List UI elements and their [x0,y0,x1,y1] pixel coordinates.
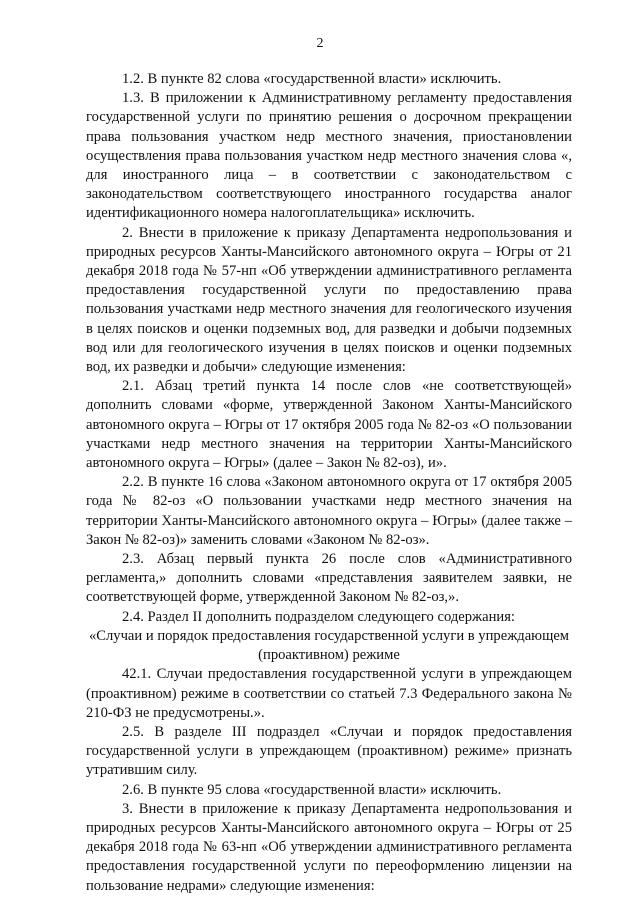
subsection-heading: «Случаи и порядок предоставления государственной услуги в упреждающем (проактивном) режиме [88,627,570,664]
paragraph-1-3: 1.3. В приложении к Административному регламенту предоставления государственной услуги по принятию решения о досрочном прекращении права пользования участком недр местного значения, приостановлении осуществления права пользования участком недр местного значения слова «, для иностранного лица – в соответствии с законодательством с законодательством соответствующего иностранного государства аналог идентификационного номера налогоплательщика» исключить. [86,90,572,222]
paragraph-2: 2. Внести в приложение к приказу Департамента недропользования и природных ресурсов Ханты-Мансийского автономного округа – Югры от 21 декабря 2018 года № 57-нп «Об утверждении административного регламента предоставления государственной услуги по предоставлению права пользования участками недр местного значения для геологического изучения в целях поисков и оценки подземных вод, для разведки и добычи подземных вод или для геологического изучения в целях поисков и оценки подземных вод, их разведки и добычи» следующие изменения: [86,224,572,376]
page-number: 2 [316,36,324,51]
paragraph-2-3: 2.3. Абзац первый пункта 26 после слов «Административного регламента,» дополнить словами «представления заявителем заявки, не соответствующей форме, утвержденной Законом № 82-оз,». [86,551,572,606]
paragraph-2-1: 2.1. Абзац третий пункта 14 после слов «не соответствующей» дополнить словами «форме, утвержденной Законом Ханты-Мансийского автономного округа – Югры от 17 октября 2005 года № 82-оз «О пользовании участками недр местного значения на территории Ханты-Мансийского автономного округа – Югры» (далее – Закон № 82-оз), и». [86,378,572,472]
document-body [86,70,572,896]
paragraph-2-5: 2.5. В разделе III подраздел «Случаи и порядок предоставления государственной услуги в упреждающем (проактивном) режиме» признать утратившим силу. [86,723,572,779]
paragraph-2-4: 2.4. Раздел II дополнить подразделом следующего содержания: [122,608,515,625]
paragraph-1-2: 1.2. В пункте 82 слова «государственной власти» исключить. [122,71,502,87]
paragraph-2-2: 2.2. В пункте 16 слова «Законом автономного округа от 17 октября 2005 года № 82-оз «О пользовании участками недр местного значения на территории Ханты-Мансийского автономного округа – Югры» (далее также – Закон № 82-оз)» заменить словами «Законом № 82-оз». [86,474,572,548]
paragraph-2-6: 2.6. В пункте 95 слова «государственной власти» исключить. [122,781,502,798]
paragraph-3: 3. Внести в приложение к приказу Департамента недропользования и природных ресурсов Ханты-Мансийского автономного округа – Югры от 25 декабря 2018 года № 63-нп «Об утверждении административного регламента предоставления государственной услуги по переоформлению лицензии на пользование недрами» следующие изменения: [86,800,572,894]
paragraph-42-1: 42.1. Случаи предоставления государственной услуги в упреждающем (проактивном) режиме в соответствии со статьей 7.3 Федерального закона № 210-ФЗ не предусмотрены.». [86,666,572,721]
